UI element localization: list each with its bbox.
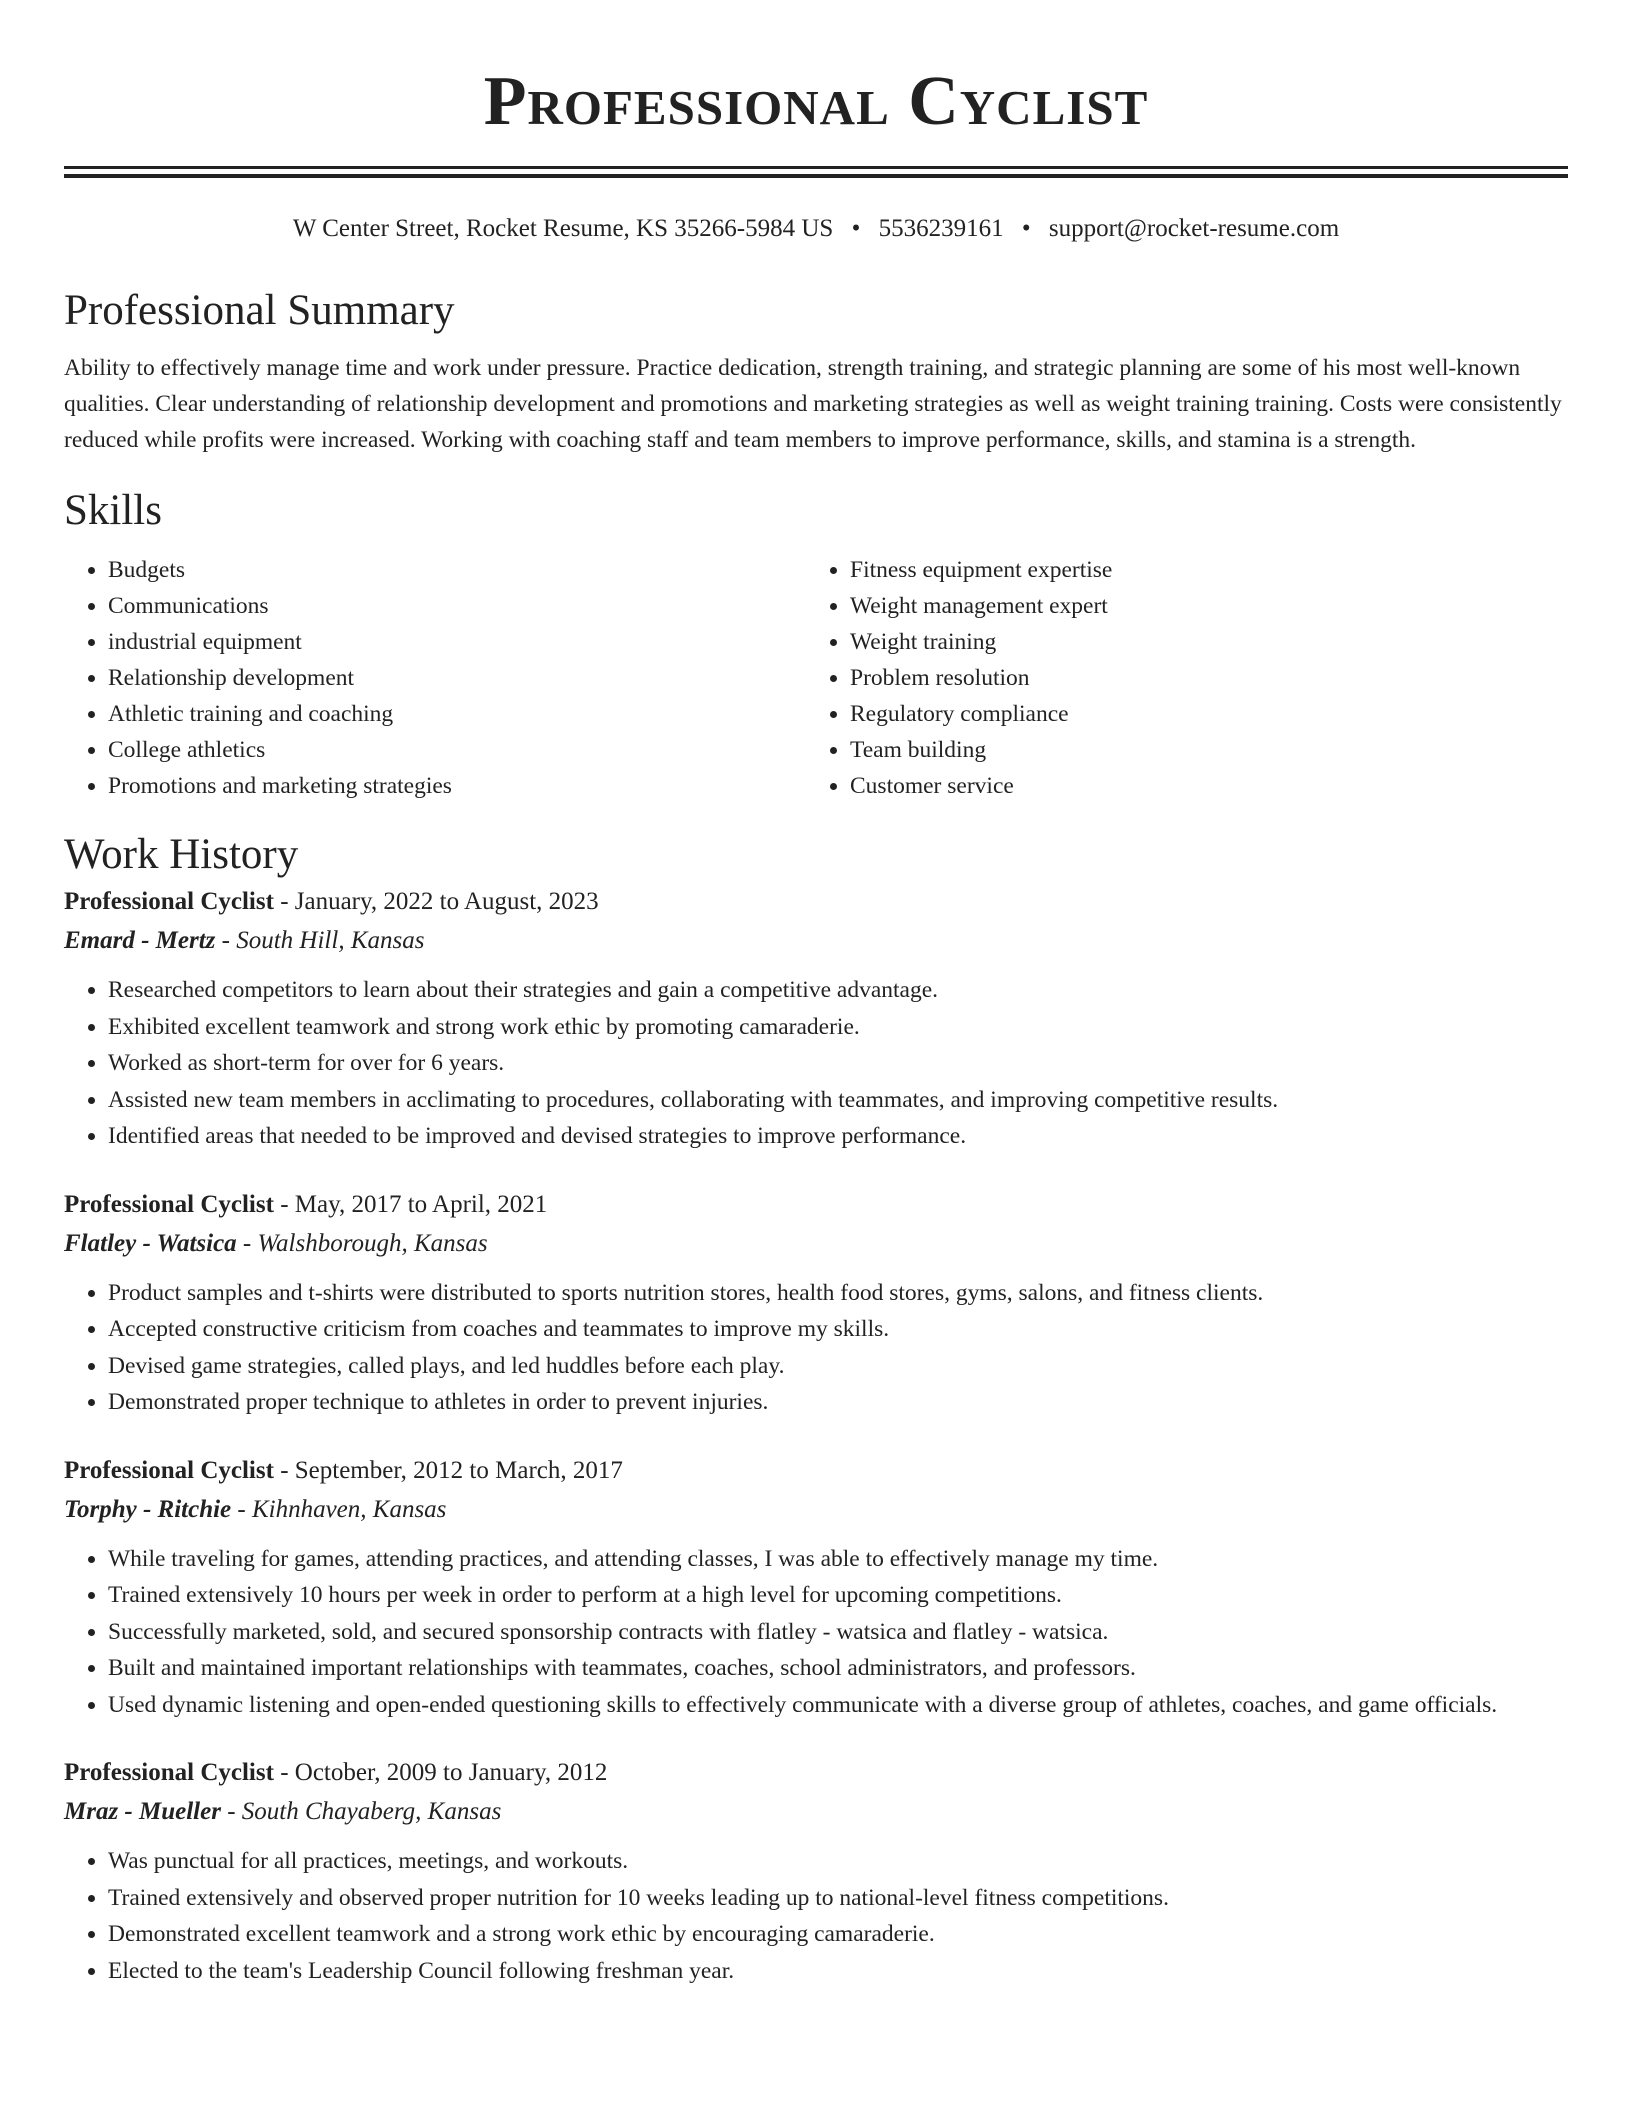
contact-email: support@rocket-resume.com (1048, 215, 1340, 242)
skill-item: • Customer service (850, 768, 1548, 804)
job-bullets (64, 1275, 1568, 1421)
job-company: Emard - Mertz (64, 927, 216, 954)
job-bullet: • Trained extensively and observed proper nutrition for 10 weeks leading up to national-level fitness competitions. (108, 1880, 1568, 1917)
resume-name: Professional Cyclist (483, 63, 1149, 140)
skills-list (64, 552, 1568, 804)
job-entry (64, 1451, 1568, 1724)
resume-page (64, 0, 1568, 1989)
job-role: Professional Cyclist (64, 1759, 274, 1786)
contact-separator: • (1021, 215, 1031, 242)
summary-text: Ability to effectively manage time and work under pressure. Practice dedication, strength training, and strategic planning are some of his most well-known qualities. Clear understanding of relationship development and promotions and marketing strategies as well as weight training training. Costs were consistently reduced while profits were increased. Working with coaching staff and team members to improve performance, skills, and stamina is a strength. (64, 355, 1562, 453)
skill-item: • Team building (850, 732, 1548, 768)
contact-line (64, 212, 1568, 246)
job-company: Flatley - Watsica (64, 1229, 237, 1257)
job-bullet: • Trained extensively 10 hours per week in order to perform at a high level for upcoming competitions. (108, 1577, 1568, 1614)
skill-item: • Relationship development (108, 660, 806, 696)
skill-item: • Communications (108, 588, 806, 624)
job-entry (64, 882, 1568, 1155)
job-bullet: • Worked as short-term for over for 6 years. (108, 1045, 1568, 1082)
skill-item: • College athletics (108, 732, 806, 768)
job-company: Torphy - Ritchie (64, 1495, 232, 1523)
skills-column-right (806, 552, 1548, 804)
skill-item: • industrial equipment (108, 624, 806, 660)
skills-column-left (64, 552, 806, 804)
job-bullet: • Devised game strategies, called plays, and led huddles before each play. (108, 1348, 1568, 1385)
job-bullets (64, 1541, 1568, 1724)
job-dates: October, 2009 to January, 2012 (294, 1759, 608, 1786)
job-company-line: Torphy - Ritchie - Kihnhaven, Kansas (64, 1495, 447, 1523)
job-role: Professional Cyclist (64, 1190, 274, 1218)
contact-address: W Center Street, Rocket Resume, KS 35266-5984 US (292, 215, 834, 242)
job-bullet: • Successfully marketed, sold, and secured sponsorship contracts with flatley - watsica and flatley - watsica. (108, 1614, 1568, 1651)
job-bullet: • Exhibited excellent teamwork and strong work ethic by promoting camaraderie. (108, 1009, 1568, 1046)
skill-item: • Problem resolution (850, 660, 1548, 696)
job-title-line: Professional Cyclist - September, 2012 to March, 2017 (64, 1456, 623, 1484)
contact-phone: 5536239161 (878, 215, 1004, 242)
job-bullet: • Researched competitors to learn about their strategies and gain a competitive advantage. (108, 972, 1568, 1009)
job-bullets (64, 1843, 1568, 1989)
job-role: Professional Cyclist (64, 1456, 274, 1484)
job-bullet: • Identified areas that needed to be improved and devised strategies to improve performance. (108, 1118, 1568, 1155)
job-company: Mraz - Mueller (64, 1798, 221, 1825)
work-history-heading: Work History (64, 831, 299, 878)
job-title-line: Professional Cyclist - May, 2017 to April, 2021 (64, 1190, 548, 1218)
job-dates: May, 2017 to April, 2021 (294, 1190, 548, 1218)
job-bullet: • Demonstrated proper technique to athletes in order to prevent injuries. (108, 1384, 1568, 1421)
job-bullet: • Elected to the team's Leadership Council following freshman year. (108, 1953, 1568, 1990)
job-bullet: • Assisted new team members in acclimating to procedures, collaborating with teammates, and improving competitive results. (108, 1082, 1568, 1119)
job-location: South Chayaberg, Kansas (241, 1798, 502, 1825)
job-entry (64, 1753, 1568, 1989)
job-company-line: Emard - Mertz - South Hill, Kansas (64, 927, 425, 954)
job-bullet: • Product samples and t-shirts were distributed to sports nutrition stores, health food stores, gyms, salons, and fitness clients. (108, 1275, 1568, 1312)
job-company-line: Flatley - Watsica - Walshborough, Kansas (64, 1229, 488, 1257)
job-entry (64, 1185, 1568, 1421)
header-divider (64, 166, 1568, 178)
job-bullets (64, 972, 1568, 1155)
skill-item: • Weight management expert (850, 588, 1548, 624)
skill-item: • Athletic training and coaching (108, 696, 806, 732)
job-bullet: • While traveling for games, attending practices, and attending classes, I was able to effectively manage my time. (108, 1541, 1568, 1578)
skill-item: • Promotions and marketing strategies (108, 768, 806, 804)
job-bullet: • Accepted constructive criticism from coaches and teammates to improve my skills. (108, 1311, 1568, 1348)
job-location: Walshborough, Kansas (257, 1229, 488, 1257)
skills-heading: Skills (64, 487, 162, 534)
job-bullet: • Used dynamic listening and open-ended questioning skills to effectively communicate with a diverse group of athletes, coaches, and game officials. (108, 1687, 1568, 1724)
contact-separator: • (851, 215, 861, 242)
job-dates: January, 2022 to August, 2023 (294, 888, 599, 915)
skill-item: • Budgets (108, 552, 806, 588)
job-location: South Hill, Kansas (236, 927, 425, 954)
job-bullet: • Built and maintained important relationships with teammates, coaches, school administrators, and professors. (108, 1650, 1568, 1687)
job-bullet: • Demonstrated excellent teamwork and a strong work ethic by encouraging camaraderie. (108, 1916, 1568, 1953)
job-title-line: Professional Cyclist - January, 2022 to August, 2023 (64, 888, 599, 915)
summary-heading: Professional Summary (64, 287, 455, 334)
job-title-line: Professional Cyclist - October, 2009 to January, 2012 (64, 1759, 608, 1786)
skill-item: • Weight training (850, 624, 1548, 660)
job-company-line: Mraz - Mueller - South Chayaberg, Kansas (64, 1798, 502, 1825)
job-location: Kihnhaven, Kansas (251, 1495, 447, 1523)
job-role: Professional Cyclist (64, 888, 274, 915)
job-dates: September, 2012 to March, 2017 (294, 1456, 623, 1484)
job-bullet: • Was punctual for all practices, meetings, and workouts. (108, 1843, 1568, 1880)
skill-item: • Fitness equipment expertise (850, 552, 1548, 588)
skill-item: • Regulatory compliance (850, 696, 1548, 732)
